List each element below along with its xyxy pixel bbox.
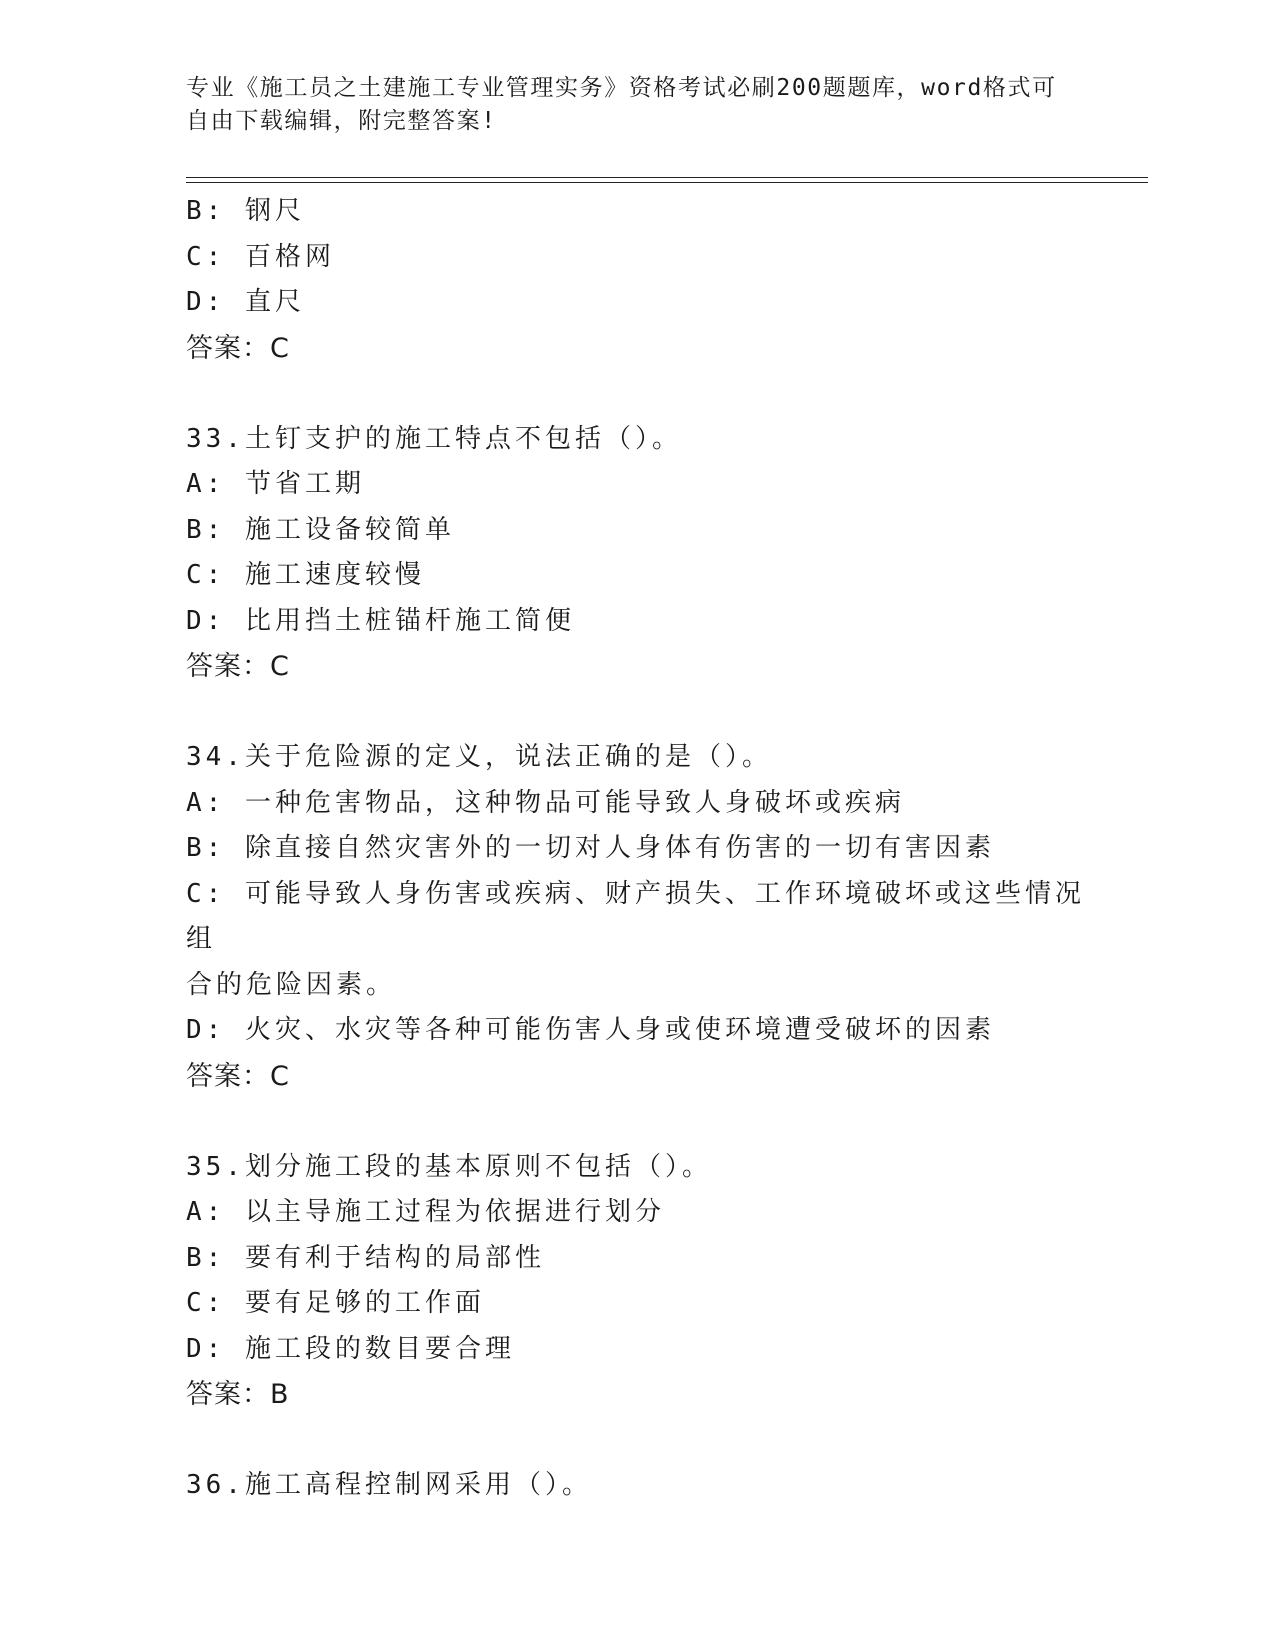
text-line: C: 要有足够的工作面 — [186, 1288, 485, 1318]
blank-line — [186, 371, 1086, 417]
header-line-1: 专业《施工员之土建施工专业管理实务》资格考试必刷200题题库，word格式可 — [186, 75, 1057, 101]
answer-line: 答案：B — [186, 1379, 290, 1410]
text-line: A: 以主导施工过程为依据进行划分 — [186, 1197, 665, 1227]
answer-line: 答案：C — [186, 1060, 290, 1092]
text-line: 34.关于危险源的定义，说法正确的是（）。 — [186, 742, 772, 772]
text-line: A: 节省工期 — [186, 469, 365, 499]
text-line: 合的危险因素。 — [186, 969, 397, 1000]
text-line: D: 比用挡土桩锚杆施工简便 — [186, 605, 575, 636]
text-line: 35.划分施工段的基本原则不包括（）。 — [186, 1151, 712, 1182]
text-line: B: 要有利于结构的局部性 — [186, 1242, 545, 1273]
text-line: 33.土钉支护的施工特点不包括（）。 — [186, 423, 682, 454]
header-rule-bottom — [186, 182, 1148, 183]
text-line: A: 一种危害物品，这种物品可能导致人身破坏或疾病 — [186, 787, 905, 818]
blank-line — [186, 1099, 1086, 1145]
text-line: D: 直尺 — [186, 287, 305, 317]
text-line: D: 施工段的数目要合理 — [186, 1333, 515, 1364]
question-content — [186, 189, 1086, 1509]
text-line: B: 施工设备较简单 — [186, 514, 455, 545]
header-line-2: 自由下载编辑，附完整答案! — [186, 108, 497, 134]
header-rule-top — [186, 177, 1148, 178]
document-header — [186, 72, 1066, 138]
text-line: D: 火灾、水灾等各种可能伤害人身或使环境遭受破坏的因素 — [186, 1015, 995, 1045]
text-line: B: 钢尺 — [186, 196, 305, 226]
text-line: C: 百格网 — [186, 241, 335, 272]
blank-line — [186, 690, 1086, 736]
text-line: C: 施工速度较慢 — [186, 560, 425, 590]
text-line: B: 除直接自然灾害外的一切对人身体有伤害的一切有害因素 — [186, 833, 995, 863]
blank-line — [186, 1418, 1086, 1464]
answer-line: 答案：C — [186, 651, 290, 682]
text-line: C: 可能导致人身伤害或疾病、财产损失、工作环境破坏或这些情况组 — [186, 878, 1085, 954]
text-line: 36.施工高程控制网采用（）。 — [186, 1470, 592, 1500]
answer-line: 答案：C — [186, 332, 290, 364]
